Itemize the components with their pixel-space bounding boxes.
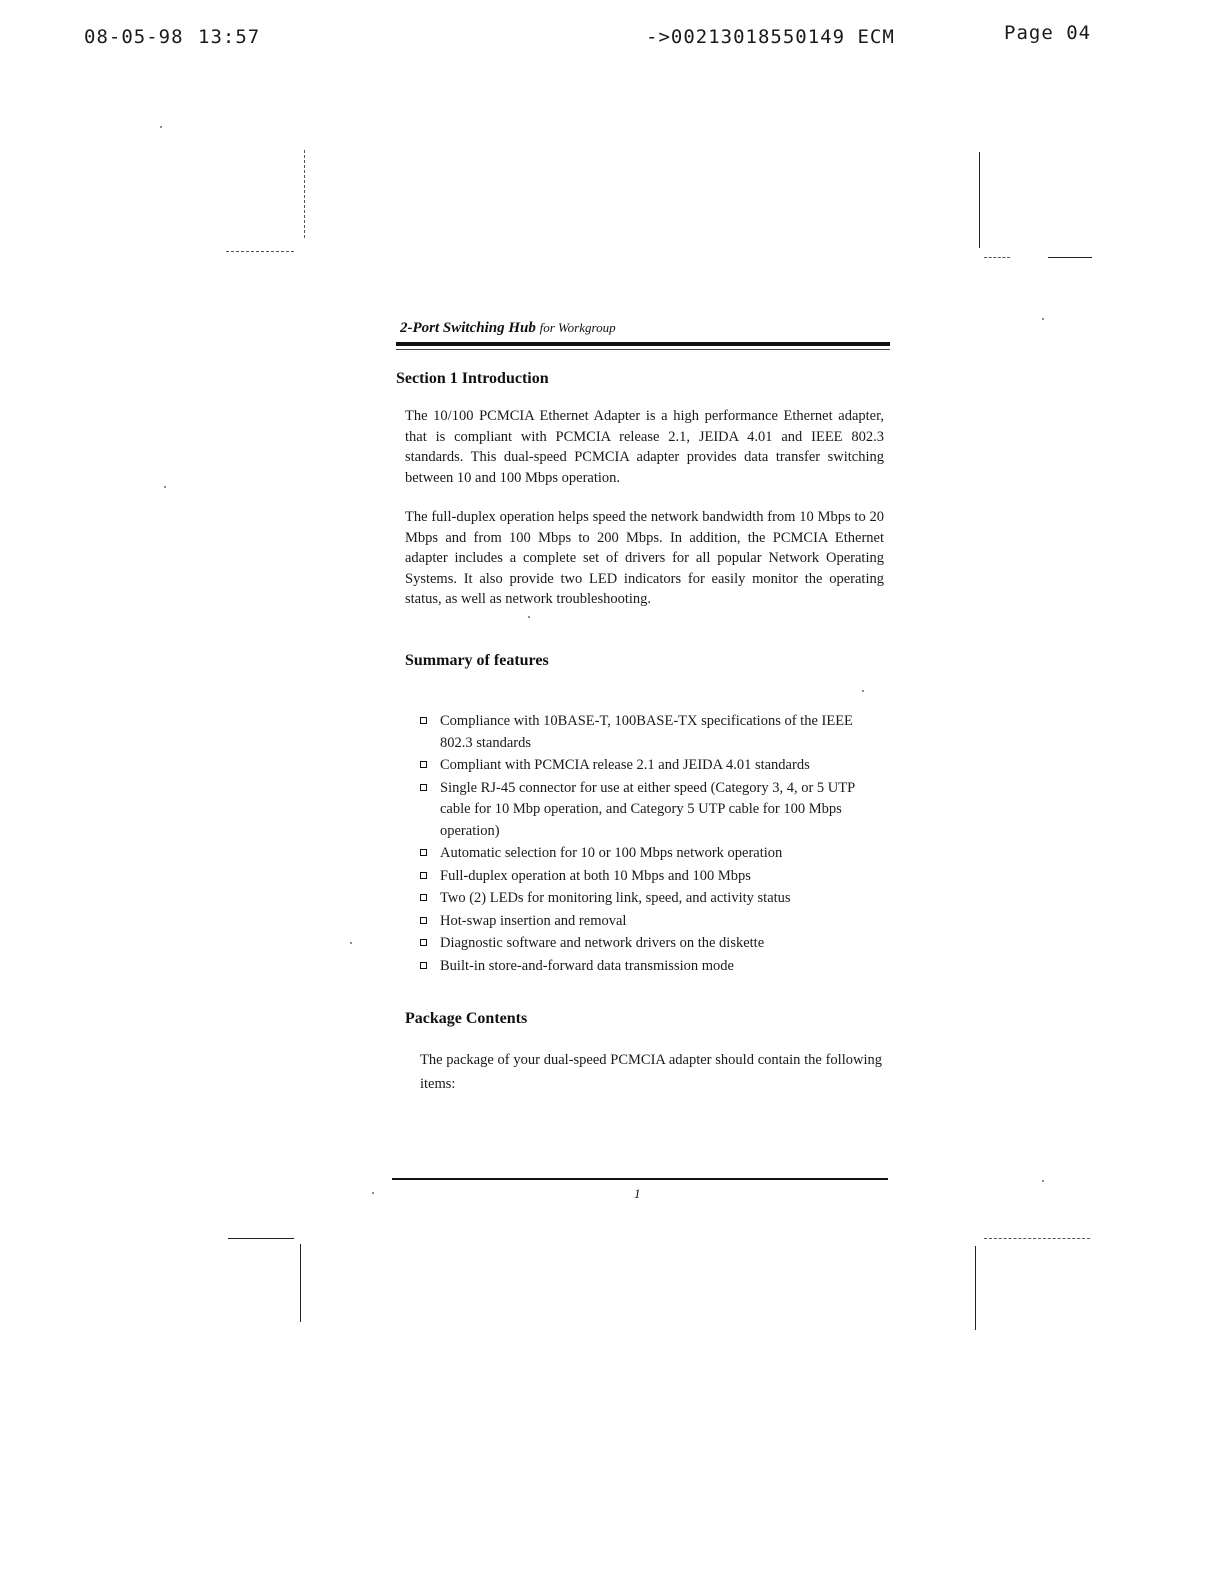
checkbox-bullet-icon xyxy=(420,717,427,724)
checkbox-bullet-icon xyxy=(420,917,427,924)
feature-text: Single RJ-45 connector for use at either speed (Category 3, 4, or 5 UTP cable for 10 Mbp operation, and Category 5 UTP cable for 100 Mbps operation) xyxy=(440,779,855,839)
section-heading: Section 1 Introduction xyxy=(396,370,549,387)
fax-phone-number: ->00213018550149 ECM xyxy=(646,26,895,48)
scan-speck xyxy=(164,486,166,488)
crop-mark-top-left-vertical xyxy=(304,150,305,238)
fax-time: 13:57 xyxy=(198,26,261,48)
scan-speck xyxy=(1042,318,1044,320)
running-subtitle: for Workgroup xyxy=(539,320,616,335)
intro-paragraph-1: The 10/100 PCMCIA Ethernet Adapter is a high performance Ethernet adapter, that is compliant with PCMCIA release 2.1, JEIDA 4.01 and IEEE 802.3 standards. This dual-speed PCMCIA adapter provides data transfer switching between 10 and 100 Mbps operation. xyxy=(405,408,884,486)
crop-mark-top-right-vertical xyxy=(979,152,980,248)
feature-item xyxy=(418,888,886,910)
crop-mark-top-right-horizontal-b xyxy=(1048,257,1092,258)
header-rule-thin xyxy=(396,349,890,350)
checkbox-bullet-icon xyxy=(420,894,427,901)
package-paragraph: The package of your dual-speed PCMCIA adapter should contain the following items: xyxy=(420,1052,882,1092)
feature-text: Compliance with 10BASE-T, 100BASE-TX specifications of the IEEE 802.3 standards xyxy=(440,713,853,751)
package-heading: Package Contents xyxy=(405,1010,528,1027)
feature-text: Diagnostic software and network drivers on the diskette xyxy=(440,935,765,951)
crop-mark-top-left-horizontal xyxy=(226,251,294,252)
crop-mark-bottom-right-vertical xyxy=(975,1246,976,1330)
scan-speck xyxy=(862,690,864,692)
page-number: 1 xyxy=(634,1186,641,1201)
checkbox-bullet-icon xyxy=(420,761,427,768)
scan-speck xyxy=(1042,1180,1044,1182)
scan-speck xyxy=(350,942,352,944)
footer-rule xyxy=(392,1178,888,1180)
feature-item xyxy=(418,843,886,865)
feature-item xyxy=(418,956,886,978)
feature-text: Automatic selection for 10 or 100 Mbps network operation xyxy=(440,845,783,861)
crop-mark-top-right-horizontal-a xyxy=(984,257,1010,258)
running-title: 2-Port Switching Hub xyxy=(400,320,536,336)
fax-page-number: Page 04 xyxy=(1004,22,1092,44)
feature-text: Compliant with PCMCIA release 2.1 and JEIDA 4.01 standards xyxy=(440,757,810,773)
checkbox-bullet-icon xyxy=(420,939,427,946)
header-rule xyxy=(396,342,890,346)
checkbox-bullet-icon xyxy=(420,784,427,791)
feature-text: Full-duplex operation at both 10 Mbps and 100 Mbps xyxy=(440,867,751,884)
checkbox-bullet-icon xyxy=(420,872,427,879)
scan-speck xyxy=(372,1192,374,1194)
checkbox-bullet-icon xyxy=(420,849,427,856)
running-header xyxy=(400,320,616,337)
feature-text: Two (2) LEDs for monitoring link, speed, and activity status xyxy=(440,890,791,906)
features-list xyxy=(418,711,886,978)
features-heading: Summary of features xyxy=(405,652,549,669)
fax-header xyxy=(0,22,1224,54)
fax-date: 08-05-98 xyxy=(84,26,184,48)
feature-item xyxy=(418,778,886,843)
intro-paragraph-2: The full-duplex operation helps speed the network bandwidth from 10 Mbps to 20 Mbps and from 100 Mbps to 200 Mbps. In addition, the PCMCIA Ethernet adapter includes a complete set of drivers for all popular Network Operating Systems. It also provide two LED indicators for easily monitor the operating status, as well as network troubleshooting. xyxy=(405,509,884,607)
scan-speck xyxy=(528,616,530,618)
feature-text: Hot-swap insertion and removal xyxy=(440,912,627,929)
scan-speck xyxy=(160,126,162,128)
feature-item xyxy=(418,866,886,888)
crop-mark-bottom-left-vertical xyxy=(300,1244,301,1322)
checkbox-bullet-icon xyxy=(420,962,427,969)
crop-mark-bottom-left-horizontal xyxy=(228,1238,294,1239)
feature-item xyxy=(418,755,886,777)
feature-item xyxy=(418,933,886,955)
feature-text: Built-in store-and-forward data transmission mode xyxy=(440,957,734,974)
crop-mark-bottom-right-horizontal xyxy=(984,1238,1090,1239)
feature-item xyxy=(418,911,886,933)
feature-item xyxy=(418,711,886,754)
